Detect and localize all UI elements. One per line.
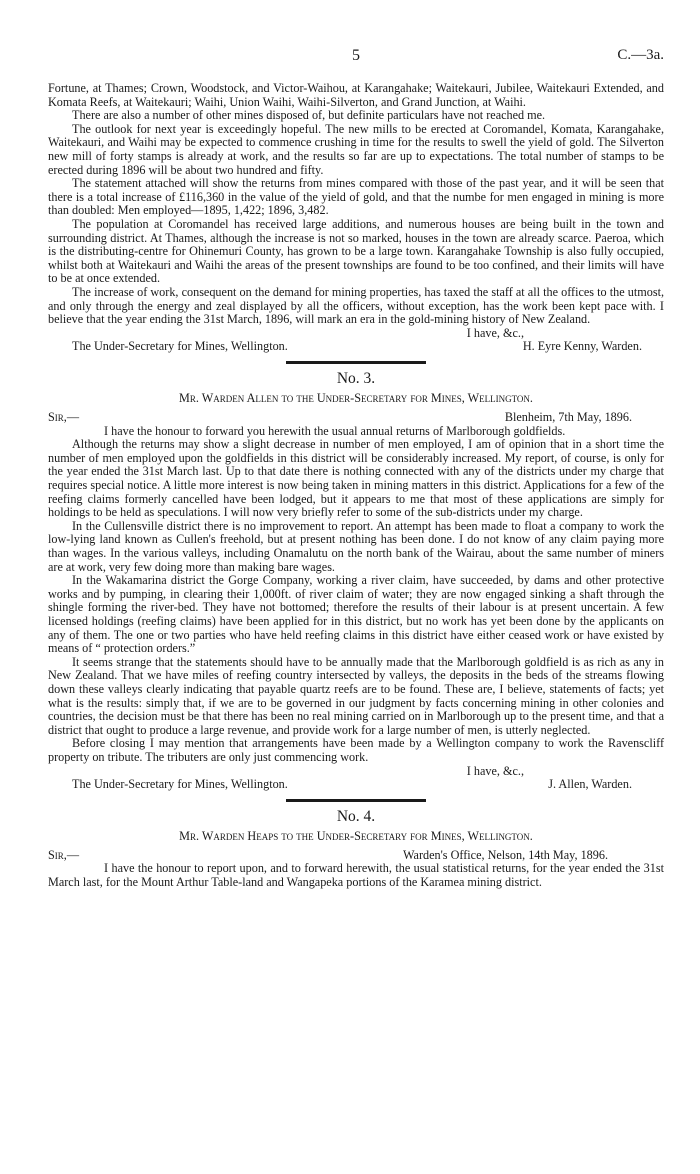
section-heading: No. 3. <box>336 369 376 387</box>
page-header <box>48 0 664 64</box>
place-date: Warden's Office, Nelson, 14th May, 1896. <box>403 847 608 862</box>
closing: I have, &c., <box>466 325 524 340</box>
paragraph: It seems strange that the statements should have to be annually made that the Marlborough goldfield is as rich as any in New Zealand. That we have miles of reefing country intersected by valleys, the deposits in the beds of the streams flowing down these valleys clearly indicating that payable quartz reefs are to be found. These are, I believe, statements of facts; yet what is the results: simply that, if we are to be governed in our judgment by facts concerning mining in other colonies and countries, the decision must be that there has been no real mining carried on in Marlborough up to the present time, and that a district that ought to produce a large revenue, and provide work for a large number of men, is utterly neglected. <box>48 654 664 737</box>
letter-from-to: Mr. Warden Allen to the Under-Secretary for Mines, Wellington. <box>179 391 533 406</box>
paragraph: Fortune, at Thames; Crown, Woodstock, and Victor-Waihou, at Karangahake; Waitekauri, Jubilee, Waitekauri Extended, and Komata Reefs, at Waitekauri; Waihi, Union Waihi, Waihi-Silverton, and Grand Junction, at Waihi. <box>48 81 664 109</box>
place-date: Blenheim, 7th May, 1896. <box>504 410 632 425</box>
signature: J. Allen, Warden. <box>548 777 632 792</box>
section-heading: No. 4. <box>336 807 376 825</box>
page-number: 5 <box>352 47 360 64</box>
section-divider <box>286 799 426 802</box>
salutation: Sir,— <box>48 410 80 425</box>
paragraph: The outlook for next year is exceedingly hopeful. The new mills to be erected at Coromandel, Komata, Karangahake, Waitekauri, and Waihi may be expected to commence crushing in time for the results to swell the yield of gold. The Silverton new mill of forty stamps is already at work, and the results so far are up to expectations. The total number of stamps to be erected during 1896 will be about two hundred and fifty. <box>48 121 664 177</box>
salutation: Sir,— <box>48 847 80 862</box>
letter-from-to: Mr. Warden Heaps to the Under-Secretary for Mines, Wellington. <box>179 829 533 844</box>
addressee: The Under-Secretary for Mines, Wellington. <box>72 339 288 354</box>
signature: H. Eyre Kenny, Warden. <box>522 339 642 354</box>
sign-off-row <box>48 340 664 354</box>
paragraph: The statement attached will show the returns from mines compared with those of the past year, and it will be seen that there is a total increase of £116,360 in the value of the yield of gold, and that the numbe for men engaged in mining is more than doubled: Men employed—1895, 1,422; 1896, 3,482. <box>48 176 664 218</box>
document-reference: C.—3a. <box>617 47 664 63</box>
paragraph: The increase of work, consequent on the demand for mining properties, has taxed the staff at all the offices to the utmost, and only through the energy and zeal displayed by all the officers, without exception, has the work been kept pace with. I believe that the year ending the 31st March, 1896, will mark an era in the gold-mining history of New Zealand. <box>48 284 664 327</box>
sign-off-row <box>48 778 664 792</box>
paragraph: I have the honour to forward you herewith the usual annual returns of Marlborough goldfields. <box>104 423 566 438</box>
addressee: The Under-Secretary for Mines, Wellington. <box>72 777 288 792</box>
paragraph: There are also a number of other mines disposed of, but definite particulars have not reached me. <box>72 108 546 123</box>
closing: I have, &c., <box>466 763 524 778</box>
paragraph: In the Wakamarina district the Gorge Company, working a river claim, have succeeded, by dams and other protective works and by pumping, in clearing their 1,000ft. of river claim of water; they are now engaged sinking a shaft through the shingle forming the river-bed. They have not bottomed; therefore the results of their labour is at present uncertain. A few licensed holdings (reefing claims) have been applied for in this district, but no work has yet been done by the applicants on any of them. The one or two parties who have held reefing claims in this district have either ceased work or have existed by means of “ protection orders.” <box>48 573 664 656</box>
paragraph: I have the honour to report upon, and to forward herewith, the usual statistical returns, for the year ended the 31st March last, for the Mount Arthur Table-land and Wangapeka portions of the Karamea mining district. <box>48 861 664 890</box>
paragraph: In the Cullensville district there is no improvement to report. An attempt has been made to float a company to work the low-lying land known as Cullen's freehold, but at present nothing has been done. I do not know of any claim paying more than wages. In the various valleys, including Onamalutu on the north bank of the Wairau, about the same number of miners are at work, very few doing more than making bare wages. <box>48 518 664 574</box>
document-page <box>48 0 664 890</box>
salutation-row <box>48 411 664 425</box>
paragraph: Although the returns may show a slight decrease in number of men employed, I am of opinion that in a short time the number of men employed upon the goldfields in this district will be considerably increased. My report, of course, is only for the year ended the 31st March last. Up to that date there is nothing connected with any of the districts under my charge that requires special notice. A little more interest is now being taken in mining matters in this district. Applications for a few of the reefing claims formerly cancelled have been lodged, but it appears to me that most of these applications are simply for holdings to be held as speculations. I will now very briefly refer to some of the sub-districts under my charge. <box>48 437 664 520</box>
section-divider <box>286 361 426 364</box>
document-body <box>48 82 664 890</box>
paragraph: The population at Coromandel has received large additions, and numerous houses are being built in the town and surrounding district. At Thames, although the increase is not so marked, houses in the town are already scarce. Paeroa, which is the distributing-centre for Ohinemuri County, has grown to be a large town. Karangahake Township is also fully occupied, whilst both at Waitekauri and Waihi the areas of the present townships are found to be too confined, and their limits will have to be at once extended. <box>48 216 664 286</box>
paragraph: Before closing I may mention that arrangements have been made by a Wellington company to work the Ravenscliff property on tribute. The tributers are only just commencing work. <box>48 736 664 764</box>
salutation-row <box>48 849 664 863</box>
